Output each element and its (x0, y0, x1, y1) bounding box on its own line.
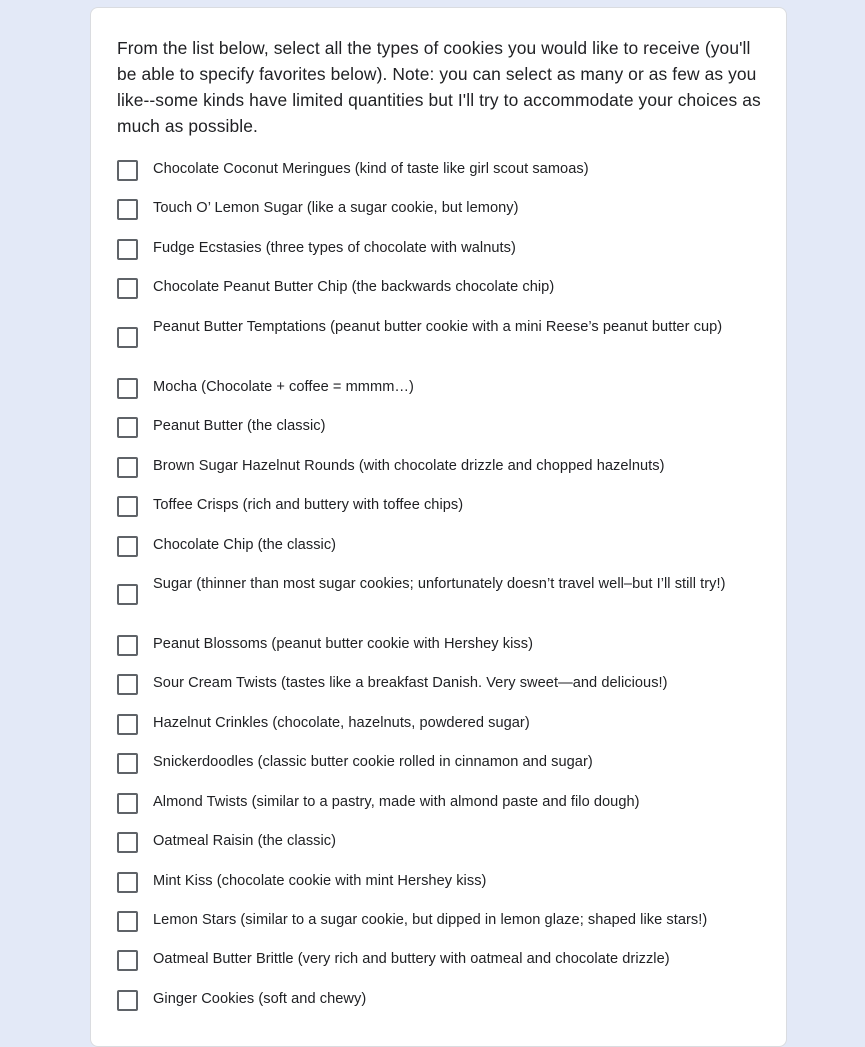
checkbox[interactable] (117, 378, 138, 399)
checkbox[interactable] (117, 832, 138, 853)
option-label: Hazelnut Crinkles (chocolate, hazelnuts, powdered sugar) (153, 714, 530, 731)
checkbox[interactable] (117, 278, 138, 299)
checkbox[interactable] (117, 793, 138, 814)
checkbox[interactable] (117, 714, 138, 735)
checkbox[interactable] (117, 417, 138, 438)
option-chocolate-coconut-meringues[interactable] (117, 158, 767, 197)
option-hazelnut-crinkles[interactable] (117, 712, 767, 751)
checkbox[interactable] (117, 674, 138, 695)
option-label: Chocolate Coconut Meringues (kind of taste like girl scout samoas) (153, 161, 589, 177)
option-mocha[interactable] (117, 376, 767, 415)
option-peanut-butter-temptations[interactable] (117, 316, 767, 376)
option-label: Sugar (thinner than most sugar cookies; unfortunately doesn’t travel well–but I’ll still try!) (153, 575, 726, 592)
option-oatmeal-raisin[interactable] (117, 830, 767, 869)
question-card (90, 7, 787, 1047)
option-label: Lemon Stars (similar to a sugar cookie, but dipped in lemon glaze; shaped like stars!) (153, 912, 708, 928)
option-label: Almond Twists (similar to a pastry, made with almond paste and filo dough) (153, 793, 640, 810)
checkbox-list (117, 158, 767, 1027)
checkbox[interactable] (117, 496, 138, 517)
option-oatmeal-butter-brittle[interactable] (117, 948, 767, 987)
checkbox[interactable] (117, 239, 138, 260)
option-sour-cream-twists[interactable] (117, 672, 767, 711)
option-brown-sugar-hazelnut-rounds[interactable] (117, 455, 767, 494)
option-label: Sour Cream Twists (tastes like a breakfast Danish. Very sweet—and delicious!) (153, 675, 668, 692)
option-chocolate-peanut-butter-chip[interactable] (117, 276, 767, 315)
question-text: From the list below, select all the types of cookies you would like to receive (you'll be able to specify favorites below). Note: you can select as many or as few as you like--some kinds have limited quantities but I'll try to accommodate your choices as much as possible. (117, 38, 761, 136)
option-label: Oatmeal Raisin (the classic) (153, 833, 337, 850)
option-label: Chocolate Peanut Butter Chip (the backwards chocolate chip) (153, 279, 555, 296)
checkbox[interactable] (117, 160, 138, 181)
checkbox[interactable] (117, 635, 138, 656)
checkbox[interactable] (117, 911, 138, 932)
option-label: Mint Kiss (chocolate cookie with mint Hershey kiss) (153, 872, 487, 889)
option-label: Fudge Ecstasies (three types of chocolate with walnuts) (153, 239, 516, 256)
checkbox[interactable] (117, 950, 138, 971)
option-peanut-butter[interactable] (117, 415, 767, 454)
option-label: Mocha (Chocolate + coffee = mmmm…) (153, 378, 414, 395)
option-label: Brown Sugar Hazelnut Rounds (with chocolate drizzle and chopped hazelnuts) (153, 457, 665, 474)
option-label: Touch O’ Lemon Sugar (like a sugar cookie, but lemony) (153, 200, 519, 217)
checkbox[interactable] (117, 327, 138, 348)
option-label: Peanut Blossoms (peanut butter cookie with Hershey kiss) (153, 635, 533, 652)
checkbox[interactable] (117, 753, 138, 774)
checkbox[interactable] (117, 872, 138, 893)
option-fudge-ecstasies[interactable] (117, 237, 767, 276)
option-snickerdoodles[interactable] (117, 751, 767, 790)
option-label: Peanut Butter (the classic) (153, 418, 326, 435)
option-sugar[interactable] (117, 573, 767, 633)
checkbox[interactable] (117, 584, 138, 605)
checkbox[interactable] (117, 536, 138, 557)
option-ginger-cookies[interactable] (117, 988, 767, 1027)
option-label: Chocolate Chip (the classic) (153, 536, 337, 553)
option-peanut-blossoms[interactable] (117, 633, 767, 672)
option-label: Oatmeal Butter Brittle (very rich and buttery with oatmeal and chocolate drizzle) (153, 951, 670, 968)
option-label: Snickerdoodles (classic butter cookie rolled in cinnamon and sugar) (153, 754, 593, 771)
checkbox[interactable] (117, 990, 138, 1011)
option-touch-o-lemon-sugar[interactable] (117, 197, 767, 236)
option-chocolate-chip[interactable] (117, 534, 767, 573)
option-label: Toffee Crisps (rich and buttery with toffee chips) (153, 497, 464, 514)
checkbox[interactable] (117, 457, 138, 478)
checkbox[interactable] (117, 199, 138, 220)
option-label: Peanut Butter Temptations (peanut butter cookie with a mini Reese’s peanut butter cup) (153, 318, 723, 335)
option-lemon-stars[interactable] (117, 909, 767, 948)
option-almond-twists[interactable] (117, 791, 767, 830)
option-mint-kiss[interactable] (117, 870, 767, 909)
option-toffee-crisps[interactable] (117, 494, 767, 533)
option-label: Ginger Cookies (soft and chewy) (153, 990, 367, 1007)
